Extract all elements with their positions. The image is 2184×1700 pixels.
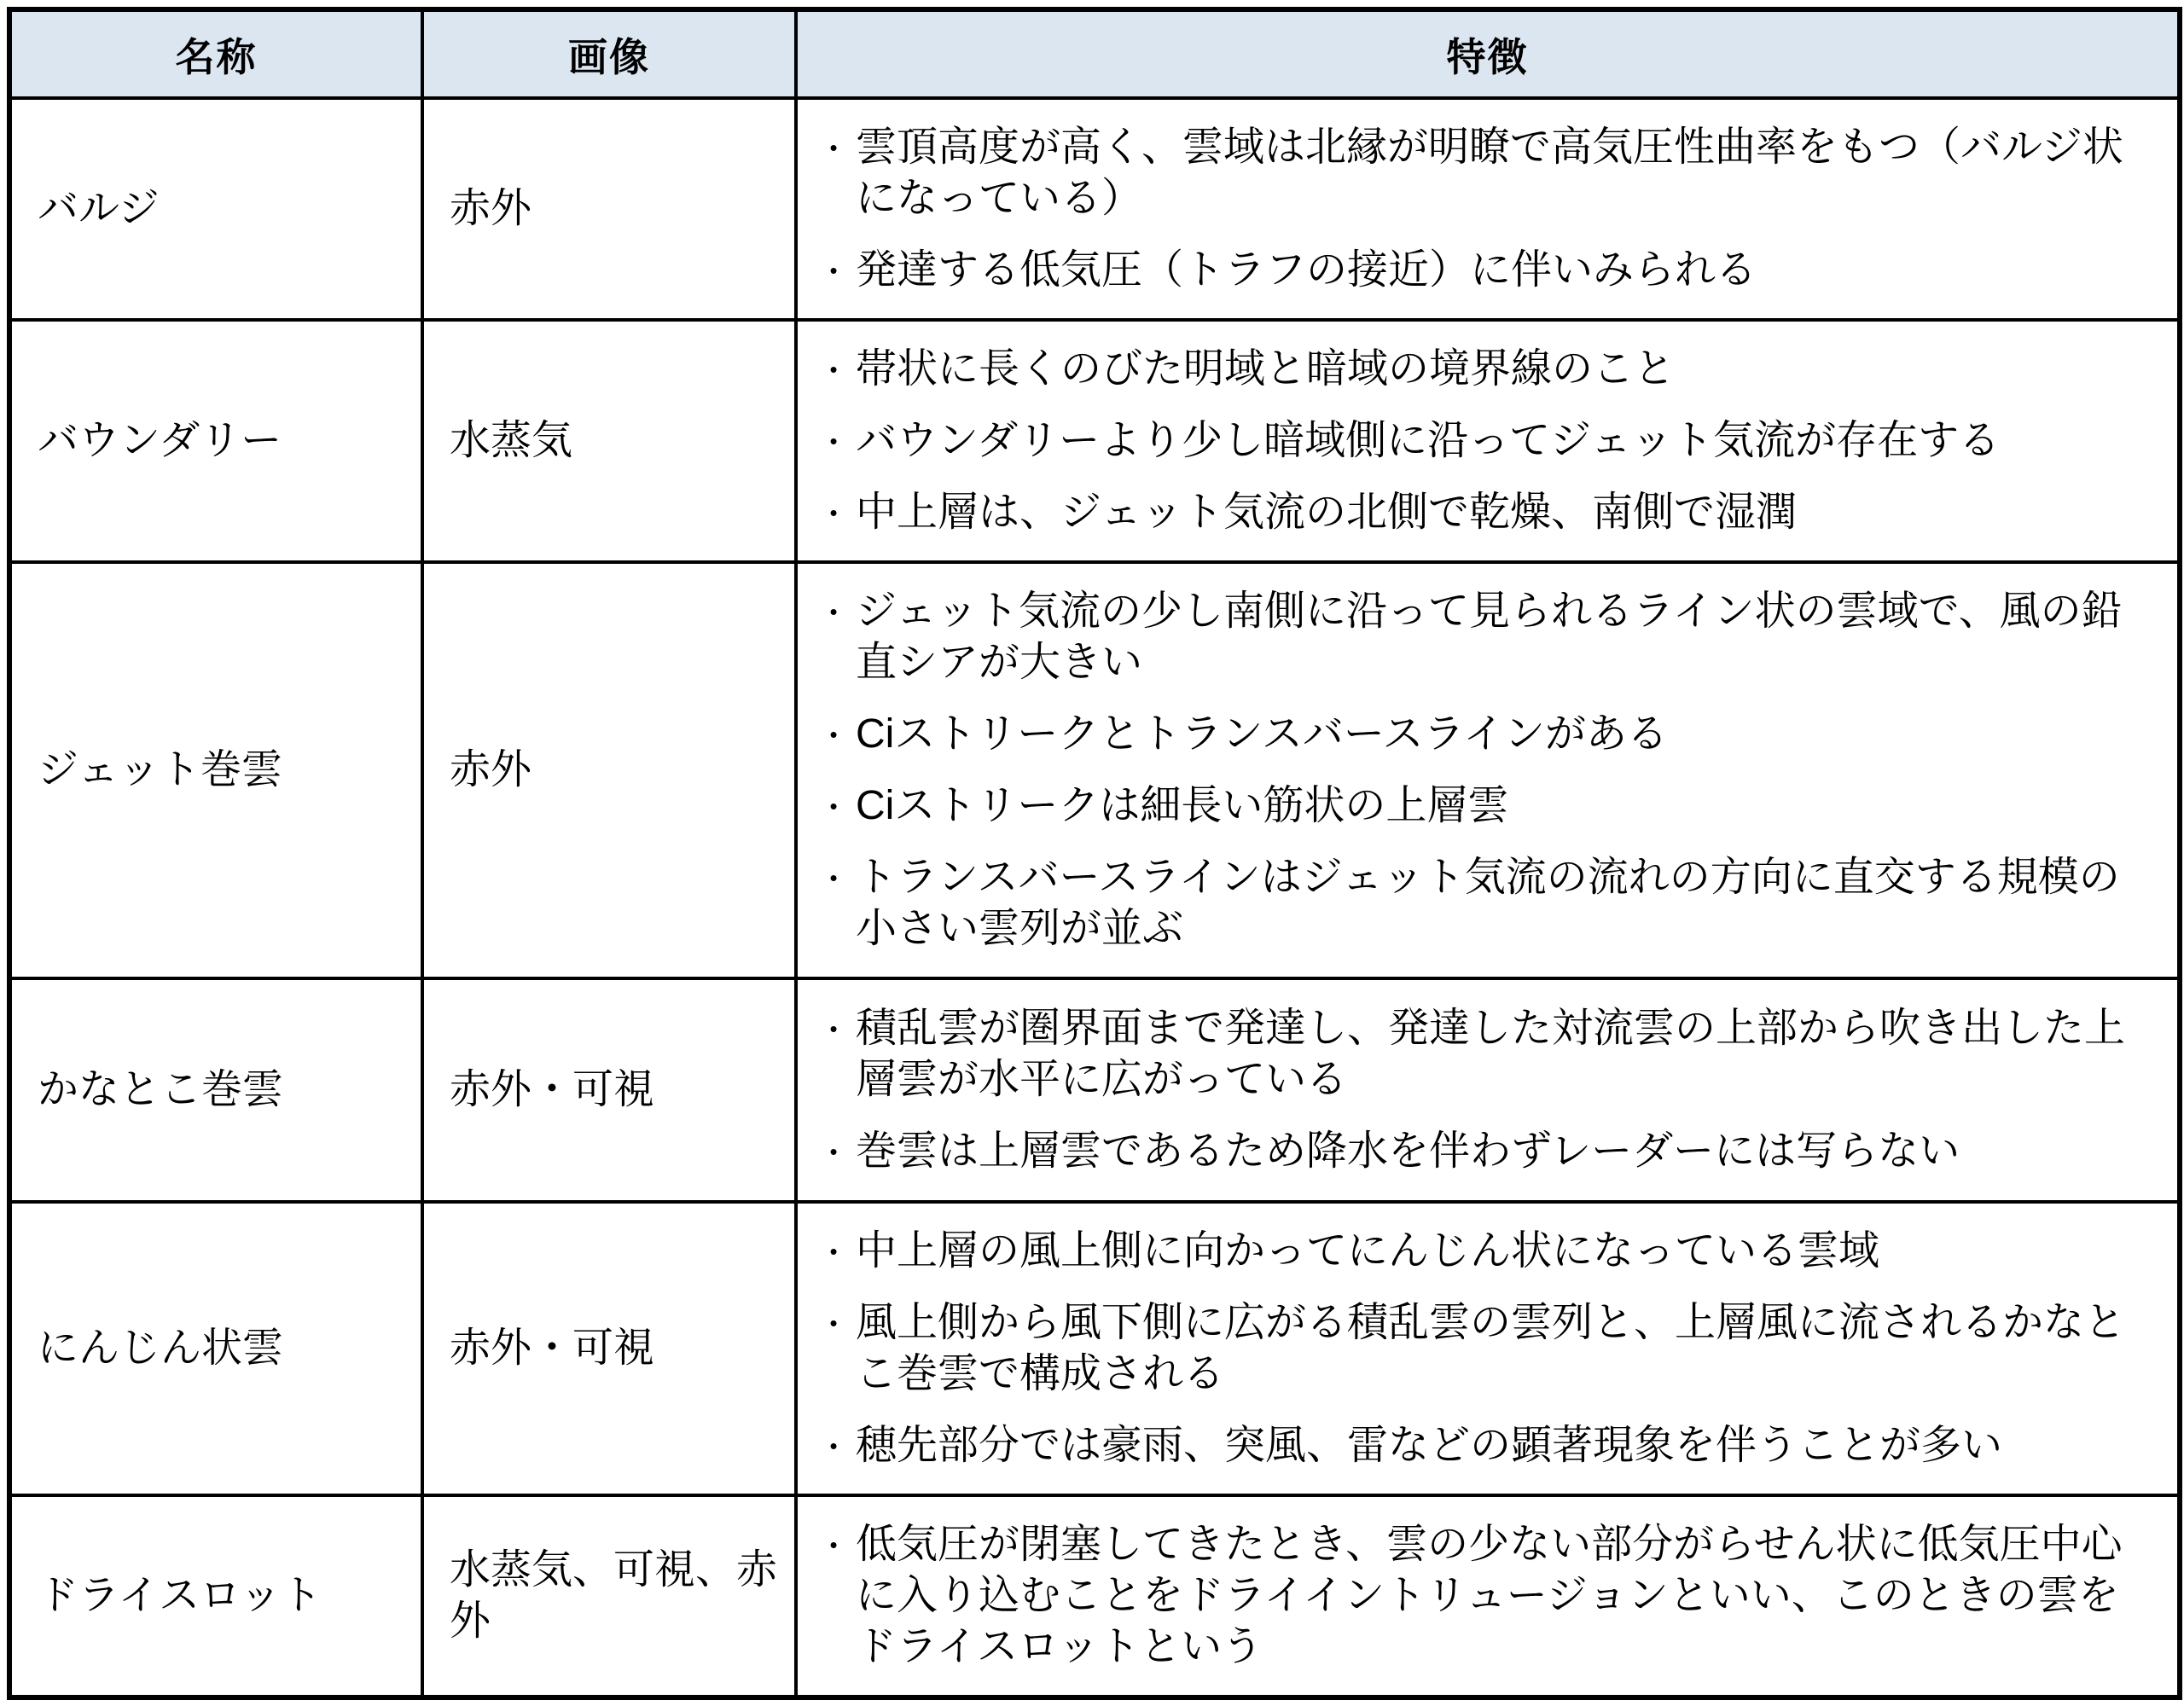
column-header-features: 特徴 [796,9,2180,98]
bullet-icon: • [829,428,838,454]
table-row [9,1495,2180,1697]
feature-bullet-item [811,1003,2157,1105]
cell-features [796,1495,2180,1697]
feature-text: 風上側から風下側に広がる積乱雲の雲列と、上層風に流されるかなとこ巻雲で構成される [856,1300,2126,1396]
cell-image-type: 赤外 [422,98,796,320]
feature-list [811,1003,2157,1177]
table-row [9,978,2180,1202]
cell-name: にんじん状雲 [9,1202,422,1495]
feature-bullet-item [811,1420,2157,1471]
feature-text: 中上層は、ジェット気流の北側で乾燥、南側で湿潤 [856,490,1798,535]
feature-bullet-item [811,245,2157,296]
cloud-feature-table [7,7,2182,1700]
feature-text: 低気圧が閉塞してきたとき、雲の少ない部分がらせん状に低気圧中心に入り込むことをドライイントリュージョンといい、このときの雲をドライスロットという [856,1522,2123,1669]
table-row [9,98,2180,320]
feature-text: トランスバースラインはジェット気流の流れの方向に直交する規模の小さい雲列が並ぶ [856,855,2120,951]
feature-list [811,586,2157,954]
feature-text: 穂先部分では豪雨、突風、雷などの顕著現象を伴うことが多い [856,1423,2003,1468]
bullet-icon: • [829,1433,838,1459]
table-row [9,562,2180,978]
feature-text: 巻雲は上層雲であるため降水を伴わずレーダーには写らない [856,1128,1960,1174]
table-row [9,320,2180,562]
bullet-icon: • [829,135,838,160]
feature-bullet-item [811,1126,2157,1177]
bullet-icon: • [829,1016,838,1041]
feature-text: Ciストリークとトランスバースラインがある [856,711,1669,757]
cell-features [796,1202,2180,1495]
feature-text: バウンダリーより少し暗域側に沿ってジェット気流が存在する [856,418,2001,463]
feature-text: 積乱雲が圏界面まで発達し、発達した対流雲の上部から吹き出した上層雲が水平に広がっている [856,1006,2126,1102]
cell-image-type: 赤外・可視 [422,1202,796,1495]
bullet-icon: • [829,599,838,624]
cell-image-type: 赤外・可視 [422,978,796,1202]
feature-text: Ciストリークは細長い筋状の上層雲 [856,783,1509,828]
feature-list [811,122,2157,296]
cell-image-type: 赤外 [422,562,796,978]
cell-name: ジェット巻雲 [9,562,422,978]
bullet-icon: • [829,357,838,382]
cell-features [796,98,2180,320]
cell-image-type: 水蒸気 [422,320,796,562]
feature-bullet-item [811,344,2157,395]
bullet-icon: • [829,1139,838,1164]
cell-name: バウンダリー [9,320,422,562]
cell-image-type: 水蒸気、可視、赤外 [422,1495,796,1697]
feature-bullet-item [811,780,2157,832]
feature-list [811,344,2157,538]
feature-bullet-item [811,586,2157,688]
cell-name: ドライスロット [9,1495,422,1697]
feature-bullet-item [811,852,2157,954]
cell-features [796,562,2180,978]
feature-bullet-item [811,1297,2157,1400]
bullet-icon: • [829,500,838,525]
bullet-icon: • [829,793,838,819]
feature-text: 発達する低気圧（トラフの接近）に伴いみられる [856,247,1757,293]
cell-name: かなとこ巻雲 [9,978,422,1202]
feature-bullet-item [811,415,2157,467]
bullet-icon: • [829,722,838,747]
bullet-icon: • [829,1239,838,1264]
bullet-icon: • [829,865,838,891]
column-header-name: 名称 [9,9,422,98]
feature-bullet-item [811,122,2157,224]
cell-name: バルジ [9,98,422,320]
feature-list [811,1519,2157,1673]
feature-bullet-item [811,1519,2157,1673]
feature-bullet-item [811,709,2157,760]
header-row [9,9,2180,98]
feature-text: 帯状に長くのびた明域と暗域の境界線のこと [856,346,1676,392]
feature-bullet-item [811,487,2157,538]
bullet-icon: • [829,1532,838,1558]
bullet-icon: • [829,258,838,283]
feature-text: 中上層の風上側に向かってにんじん状になっている雲域 [856,1228,1880,1274]
feature-list [811,1226,2157,1471]
table-header [9,9,2180,98]
feature-text: 雲頂高度が高く、雲域は北縁が明瞭で高気圧性曲率をもつ（バルジ状になっている） [856,125,2123,221]
cell-features [796,978,2180,1202]
feature-text: ジェット気流の少し南側に沿って見られるライン状の雲域で、風の鉛直シアが大きい [856,589,2123,685]
bullet-icon: • [829,1310,838,1336]
cell-features [796,320,2180,562]
column-header-image: 画像 [422,9,796,98]
table-row [9,1202,2180,1495]
feature-bullet-item [811,1226,2157,1277]
